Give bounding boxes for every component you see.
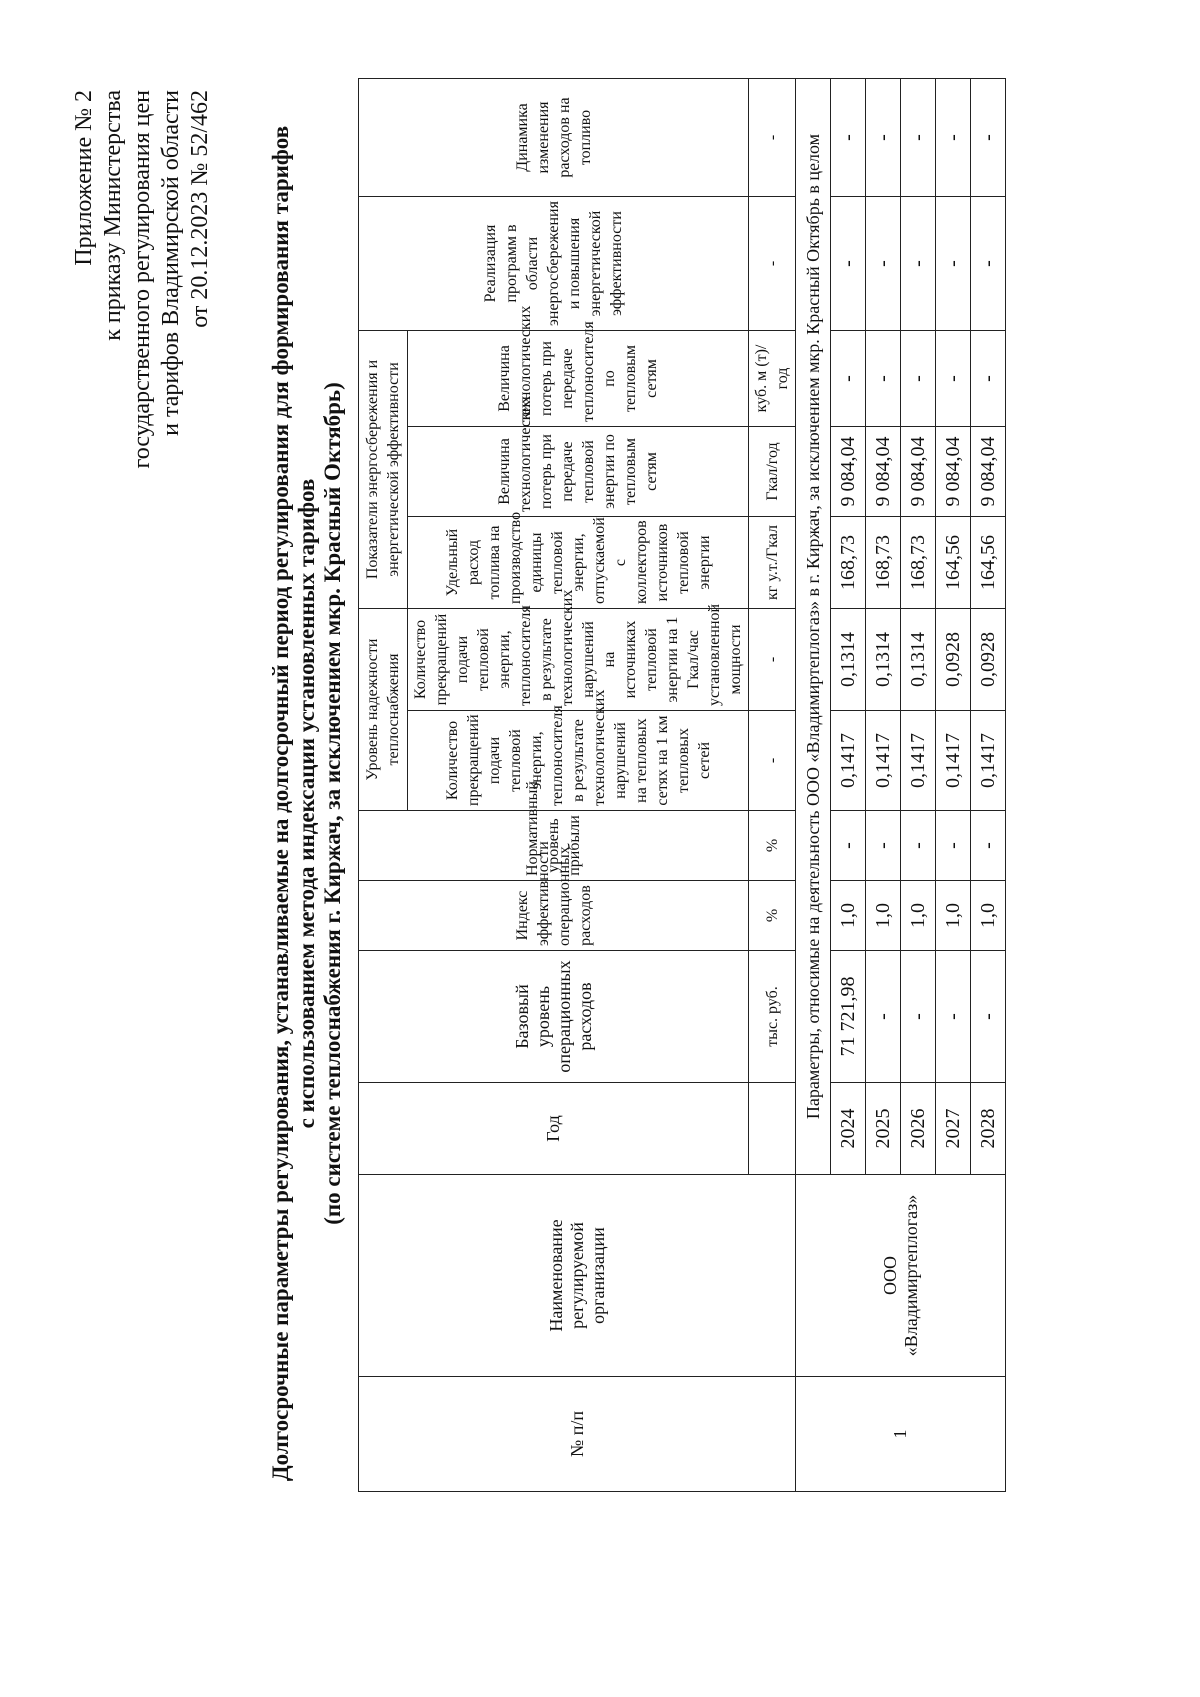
cell-base: -: [971, 951, 1006, 1083]
appendix-block: [70, 90, 215, 468]
header-coolant-loss: Величина технологических потерь при передаче теплоносителя по тепловым сетям: [408, 330, 749, 426]
unit-rel-networks: -: [749, 711, 796, 811]
appendix-line: государственного регулирования цен: [129, 90, 155, 469]
cell-fuel-rate: 164,56: [936, 517, 971, 609]
appendix-line: к приказу Министерства: [100, 90, 126, 341]
params-row: [796, 78, 831, 1491]
cell-year: 2027: [936, 1083, 971, 1175]
cell-fuel-rate: 164,56: [971, 517, 1006, 609]
cell-coolant-loss: -: [831, 330, 866, 426]
unit-programs: -: [749, 196, 796, 330]
appendix-line: от 20.12.2023 № 52/462: [187, 90, 213, 328]
appendix-line: Приложение № 2: [71, 90, 97, 266]
cell-programs: -: [971, 196, 1006, 330]
unit-year: [749, 1083, 796, 1175]
cell-rel-sources: 0,0928: [971, 609, 1006, 711]
cell-programs: -: [866, 196, 901, 330]
cell-index: 1,0: [936, 881, 971, 951]
header-fuel-rate: Удельный расход топлива на производство единицы тепловой энергии, отпускаемой с коллекторов источников тепловой энергии: [408, 517, 749, 609]
cell-fuel-dynamics: -: [971, 78, 1006, 196]
cell-year: 2028: [971, 1083, 1006, 1175]
cell-index: 1,0: [866, 881, 901, 951]
cell-fuel-rate: 168,73: [901, 517, 936, 609]
header-fuel-dynamics: Динамика изменения расходов на топливо: [359, 78, 749, 196]
unit-rel-sources: -: [749, 609, 796, 711]
cell-profit: -: [866, 811, 901, 881]
header-programs: Реализация программ в области энергосбережения и повышения энергетической эффективности: [359, 196, 749, 330]
cell-fuel-rate: 168,73: [831, 517, 866, 609]
cell-rel-networks: 0,1417: [971, 711, 1006, 811]
unit-base: тыс. руб.: [749, 951, 796, 1083]
cell-index: 1,0: [971, 881, 1006, 951]
cell-heat-loss: 9 084,04: [866, 427, 901, 517]
cell-rel-sources: 0,1314: [831, 609, 866, 711]
parameters-table: [358, 78, 1006, 1492]
header-rel-sources: Количество прекращений подачи тепловой энергии, теплоносителя в результате технологических нарушений на источниках тепловой энергии на 1 Гкал/час установленной мощности: [408, 609, 749, 711]
cell-programs: -: [936, 196, 971, 330]
cell-fuel-dynamics: -: [831, 78, 866, 196]
header-num: № п/п: [359, 1377, 796, 1492]
cell-heat-loss: 9 084,04: [901, 427, 936, 517]
cell-rel-networks: 0,1417: [866, 711, 901, 811]
cell-rel-sources: 0,1314: [866, 609, 901, 711]
cell-heat-loss: 9 084,04: [831, 427, 866, 517]
cell-rel-sources: 0,1314: [901, 609, 936, 711]
cell-fuel-dynamics: -: [866, 78, 901, 196]
title-line: (по системе теплоснабжения г. Киржач, за исключением мкр. Красный Октябрь): [320, 382, 345, 1225]
cell-programs: -: [831, 196, 866, 330]
cell-rel-networks: 0,1417: [936, 711, 971, 811]
cell-year: 2025: [866, 1083, 901, 1175]
header-heat-loss: Величина технологических потерь при передаче тепловой энергии по тепловым сетям: [408, 427, 749, 517]
cell-fuel-dynamics: -: [936, 78, 971, 196]
unit-coolant-loss: куб. м (т)/ год: [749, 330, 796, 426]
cell-base: 71 721,98: [831, 951, 866, 1083]
unit-profit: %: [749, 811, 796, 881]
unit-fuel-dynamics: -: [749, 78, 796, 196]
header-index: Индекс эффективности операционных расходов: [359, 881, 749, 951]
cell-base: -: [936, 951, 971, 1083]
title-line: с использованием метода индексации установленных тарифов: [294, 478, 319, 1129]
cell-profit: -: [831, 811, 866, 881]
appendix-line: и тарифов Владимирской области: [158, 90, 184, 436]
cell-coolant-loss: -: [971, 330, 1006, 426]
cell-profit: -: [971, 811, 1006, 881]
cell-year: 2026: [901, 1083, 936, 1175]
params-note: Параметры, относимые на деятельность ООО «Владимиртеплогаз» в г. Киржач, за исключением мкр. Красный Октябрь в целом: [796, 78, 831, 1174]
header-profit: Нормативный уровень прибыли: [359, 811, 749, 881]
title-line: Долгосрочные параметры регулирования, устанавливаемые на долгосрочный период регулирования для формирования тарифов: [268, 125, 293, 1482]
cell-profit: -: [936, 811, 971, 881]
cell-index: 1,0: [901, 881, 936, 951]
header-base: Базовый уровень операционных расходов: [359, 951, 749, 1083]
cell-fuel-dynamics: -: [901, 78, 936, 196]
cell-rel-networks: 0,1417: [901, 711, 936, 811]
cell-programs: -: [901, 196, 936, 330]
cell-coolant-loss: -: [901, 330, 936, 426]
unit-heat-loss: Гкал/год: [749, 427, 796, 517]
row-number: 1: [796, 1377, 1006, 1492]
cell-fuel-rate: 168,73: [866, 517, 901, 609]
cell-heat-loss: 9 084,04: [936, 427, 971, 517]
cell-profit: -: [901, 811, 936, 881]
cell-base: -: [901, 951, 936, 1083]
unit-index: %: [749, 881, 796, 951]
unit-fuel-rate: кг у.т./Гкал: [749, 517, 796, 609]
header-rel-networks: Количество прекращений подачи тепловой энергии, теплоносителя в результате технологических нарушений на тепловых сетях на 1 км тепловых сетей: [408, 711, 749, 811]
header-energy: Показатели энергосбережения и энергетической эффективности: [359, 330, 408, 608]
cell-coolant-loss: -: [866, 330, 901, 426]
cell-year: 2024: [831, 1083, 866, 1175]
header-reliability: Уровень надежности теплоснабжения: [359, 609, 408, 811]
header-year: Год: [359, 1083, 749, 1175]
header-org: Наименование регулируемой организации: [359, 1175, 796, 1377]
cell-heat-loss: 9 084,04: [971, 427, 1006, 517]
cell-rel-sources: 0,0928: [936, 609, 971, 711]
cell-coolant-loss: -: [936, 330, 971, 426]
org-name: ООО «Владимиртеплогаз»: [796, 1175, 1006, 1377]
cell-index: 1,0: [831, 881, 866, 951]
cell-rel-networks: 0,1417: [831, 711, 866, 811]
cell-base: -: [866, 951, 901, 1083]
header-row: [359, 78, 408, 1491]
document-title: [268, 0, 346, 1697]
